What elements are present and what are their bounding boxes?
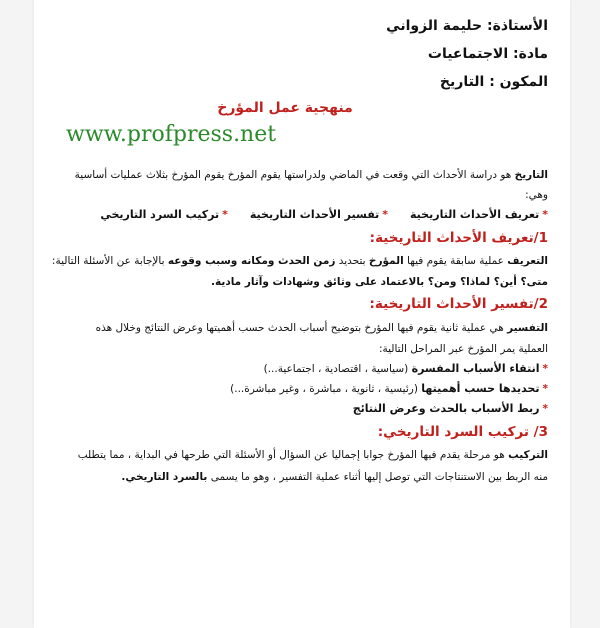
section2-line2: العملية يمر المؤرخ عبر المراحل التالية: [378, 343, 548, 355]
section3-heading: 3/ تركيب السرد التاريخي: [377, 424, 548, 440]
intro-text: هو دراسة الأحداث التي وقعت في الماضي ولدراستها يقوم المؤرخ يقوم المؤرخ بثلاث عمليات أساسية [74, 169, 512, 181]
section1-paragraph: التعريف عملية سابقة يقوم فيها المؤرخ بتحديد زمن الحدث ومكانه وسبب وقوعه بالإجابة عن الأسئلة التالية: [51, 255, 548, 267]
page-title: منهجية عمل المؤرخ [217, 100, 353, 116]
section2-paragraph: التفسير هي عملية ثانية يقوم فيها المؤرخ بتوضيح أسباب الحدث حسب أهميتها وعرض النتائج وخلال هذه [95, 322, 548, 334]
intro-line2: وهي: [525, 189, 548, 201]
document-page [34, 0, 570, 628]
list-item: *ربط الأسباب بالحدث وعرض النتائج [352, 402, 548, 415]
section3-line2: منه الربط بين الاستنتاجات التي توصل إليها أثناء عملية التفسير ، وهو ما يسمى بالسرد التاريخي. [121, 471, 548, 483]
subject-line: مادة: الاجتماعيات [427, 46, 548, 62]
teacher-name: الأستاذة: حليمة الزواني [386, 18, 548, 34]
intro-paragraph [75, 168, 548, 182]
list-item: *انتقاء الأسباب المفسرة (سياسية ، اقتصادية ، اجتماعية...) [263, 362, 548, 375]
list-item: *تحديدها حسب أهميتها (رئيسية ، ثانوية ، مباشرة ، وغير مباشرة...) [230, 382, 548, 395]
steps-list [100, 208, 548, 221]
section2-heading: 2/تفسير الأحداث التاريخية: [369, 296, 548, 312]
component-line: المكون : التاريخ [439, 74, 548, 90]
section3-paragraph: التركيب هو مرحلة يقدم فيها المؤرخ جوابا إجماليا عن السؤال أو الأسئلة التي طرحها في البداية ، مما يتطلب [77, 449, 548, 461]
step-item: *تفسير الأحداث التاريخية [249, 208, 389, 221]
section1-line2: متى؟ أين؟ لماذا؟ ومن؟ بالاعتماد على وثائق وشهادات وآثار مادية. [211, 276, 548, 288]
step-item: *تركيب السرد التاريخي [100, 208, 228, 221]
section1-heading: 1/تعريف الأحداث التاريخية: [369, 230, 548, 246]
watermark-url: www.profpress.net [66, 122, 277, 147]
step-item: *تعريف الأحداث التاريخية [410, 208, 548, 221]
intro-term: التاريخ [514, 169, 548, 181]
